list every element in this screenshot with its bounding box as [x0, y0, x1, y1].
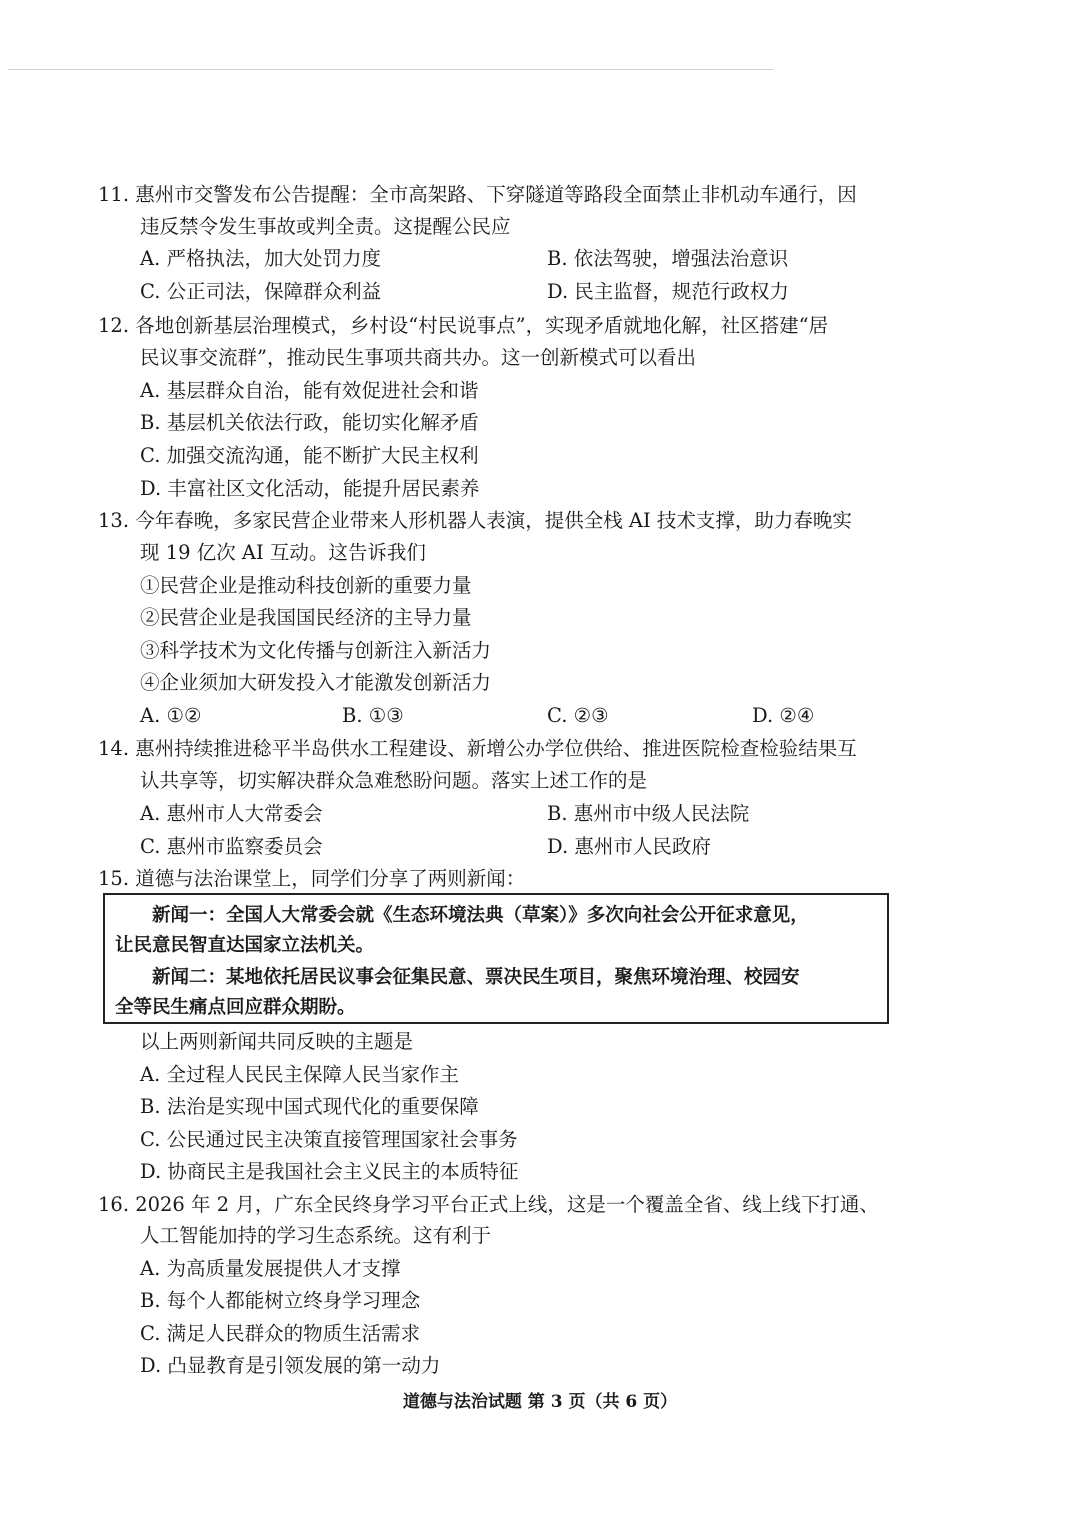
question-16-option-d[interactable]: D. 凸显教育是引领发展的第一动力: [140, 1354, 441, 1377]
question-14-option-a[interactable]: A. 惠州市人大常委会: [140, 802, 323, 825]
question-15-stem: 以上两则新闻共同反映的主题是: [140, 1030, 414, 1053]
question-14-stem-line2: 认共享等，切实解决群众急难愁盼问题。落实上述工作的是: [140, 769, 648, 792]
question-13-option-d[interactable]: D. ②④: [752, 704, 815, 727]
question-13-option-b[interactable]: B. ①③: [342, 704, 404, 727]
question-13-statement-4: ④企业须加大研发投入才能激发创新活力: [140, 671, 492, 694]
question-11-option-c[interactable]: C. 公正司法，保障群众利益: [140, 280, 382, 303]
question-11-stem-line2: 违反禁令发生事故或判全责。这提醒公民应: [140, 215, 511, 238]
question-15-option-d[interactable]: D. 协商民主是我国社会主义民主的本质特征: [140, 1160, 519, 1183]
news-1-line2: 让民意民智直达国家立法机关。: [115, 935, 375, 956]
question-11-option-b[interactable]: B. 依法驾驶，增强法治意识: [547, 247, 789, 270]
question-11-option-d[interactable]: D. 民主监督，规范行政权力: [547, 280, 789, 303]
top-divider: [8, 69, 773, 70]
question-16-stem-line1: 16. 2026 年 2 月，广东全民终身学习平台正式上线，这是一个覆盖全省、线上线下打通、: [98, 1193, 879, 1216]
question-14-option-d[interactable]: D. 惠州市人民政府: [547, 835, 711, 858]
question-13-statement-1: ①民营企业是推动科技创新的重要力量: [140, 574, 472, 597]
question-16-option-c[interactable]: C. 满足人民群众的物质生活需求: [140, 1322, 421, 1345]
question-11-stem-line1: 11. 惠州市交警发布公告提醒：全市高架路、下穿隧道等路段全面禁止非机动车通行，因: [98, 183, 857, 206]
question-12-stem-line2: 民议事交流群”，推动民生事项共商共办。这一创新模式可以看出: [140, 346, 696, 369]
question-15-option-b[interactable]: B. 法治是实现中国式现代化的重要保障: [140, 1095, 479, 1118]
question-11-option-a[interactable]: A. 严格执法，加大处罚力度: [140, 247, 381, 270]
question-13-statement-3: ③科学技术为文化传播与创新注入新活力: [140, 639, 492, 662]
question-13-stem-line1: 13. 今年春晚，多家民营企业带来人形机器人表演，提供全栈 AI 技术支撑，助力春晚实: [98, 509, 852, 532]
question-16-option-b[interactable]: B. 每个人都能树立终身学习理念: [140, 1289, 421, 1312]
news-2-line1: 新闻二：某地依托居民议事会征集民意、票决民生项目，聚焦环境治理、校园安: [152, 967, 800, 988]
question-12-stem-line1: 12. 各地创新基层治理模式，乡村设“村民说事点”，实现矛盾就地化解，社区搭建“居: [98, 314, 829, 337]
question-15-stem-line1: 15. 道德与法治课堂上，同学们分享了两则新闻：: [98, 867, 526, 890]
page-footer: 道德与法治试题 第 3 页（共 6 页）: [402, 1392, 678, 1412]
question-13-option-a[interactable]: A. ①②: [140, 704, 202, 727]
question-15-option-c[interactable]: C. 公民通过民主决策直接管理国家社会事务: [140, 1128, 518, 1151]
news-1-line1: 新闻一：全国人大常委会就《生态环境法典（草案）》多次向社会公开征求意见，: [152, 905, 809, 926]
question-16-option-a[interactable]: A. 为高质量发展提供人才支撑: [140, 1257, 401, 1280]
question-12-option-d[interactable]: D. 丰富社区文化活动，能提升居民素养: [140, 477, 480, 500]
question-12-option-b[interactable]: B. 基层机关依法行政，能切实化解矛盾: [140, 411, 479, 434]
question-12-option-c[interactable]: C. 加强交流沟通，能不断扩大民主权利: [140, 444, 479, 467]
question-12-option-a[interactable]: A. 基层群众自治，能有效促进社会和谐: [140, 379, 479, 402]
question-14-stem-line1: 14. 惠州持续推进稔平半岛供水工程建设、新增公办学位供给、推进医院检查检验结果互: [98, 737, 857, 760]
question-13-option-c[interactable]: C. ②③: [547, 704, 609, 727]
question-14-option-c[interactable]: C. 惠州市监察委员会: [140, 835, 323, 858]
news-2-line2: 全等民生痛点回应群众期盼。: [115, 997, 356, 1018]
question-15-option-a[interactable]: A. 全过程人民民主保障人民当家作主: [140, 1063, 459, 1086]
question-16-stem-line2: 人工智能加持的学习生态系统。这有利于: [140, 1224, 492, 1247]
question-13-statement-2: ②民营企业是我国国民经济的主导力量: [140, 606, 472, 629]
question-13-stem-line2: 现 19 亿次 AI 互动。这告诉我们: [140, 541, 426, 564]
question-14-option-b[interactable]: B. 惠州市中级人民法院: [547, 802, 750, 825]
